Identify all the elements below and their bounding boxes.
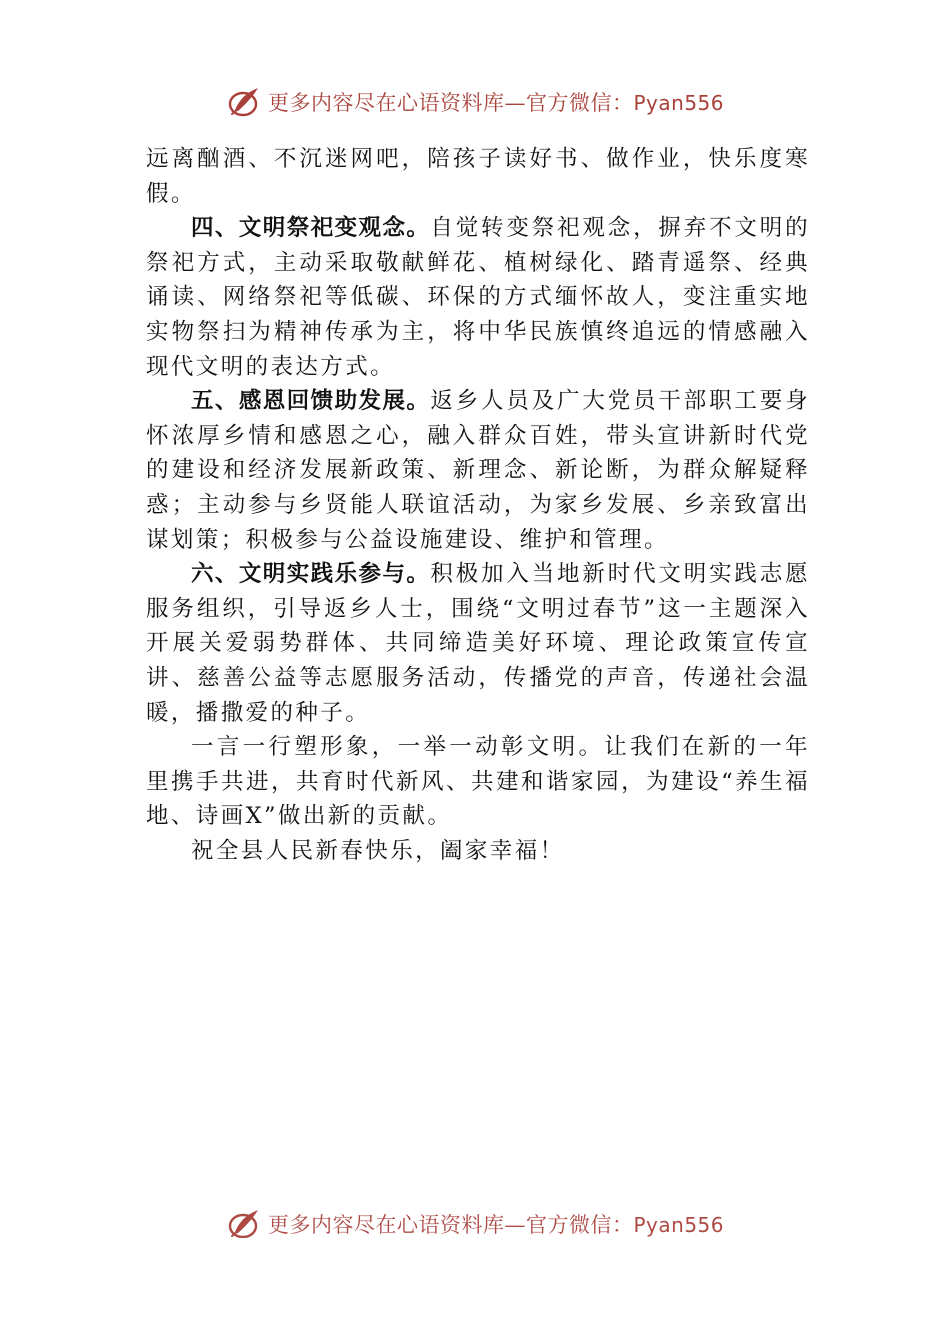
paragraph <box>146 211 810 384</box>
watermark-banner-bottom <box>0 1202 950 1238</box>
watermark-wechat-id: Pyan556 <box>633 91 724 115</box>
paragraph-text: 自觉转变祭祀观念，摒弃不文明的祭祀方式，主动采取敬献鲜花、植树绿化、踏青遥祭、经典诵读、网络祭祀等低碳、环保的方式缅怀故人，变注重实地实物祭扫为精神传承为主，将中华民族慎终追远的情感融入现代文明的表达方式。 <box>146 215 810 380</box>
section-heading: 四、文明祭祀变观念。 <box>191 215 431 242</box>
watermark-wechat-id: Pyan556 <box>633 1213 724 1237</box>
paragraph <box>146 557 810 730</box>
paragraph-text: 积极加入当地新时代文明实践志愿服务组织，引导返乡人士，围绕“文明过春节”这一主题深入开展关爱弱势群体、共同缔造美好环境、理论政策宣传宣讲、慈善公益等志愿服务活动，传播党的声音，传递社会温暖，播撒爱的种子。 <box>146 561 810 726</box>
paragraph <box>146 384 810 557</box>
section-heading: 五、感恩回馈助发展。 <box>191 388 431 415</box>
paragraph-text: 一言一行塑形象，一举一动彰文明。让我们在新的一年里携手共进，共育时代新风、共建和谐家园，为建设“养生福地、诗画X”做出新的贡献。 <box>146 734 810 830</box>
paragraph-text: 返乡人员及广大党员干部职工要身怀浓厚乡情和感恩之心，融入群众百姓，带头宣讲新时代党的建设和经济发展新政策、新理念、新论断，为群众解疑释惑；主动参与乡贤能人联谊活动，为家乡发展、乡亲致富出谋划策；积极参与公益设施建设、维护和管理。 <box>146 388 810 553</box>
watermark-text: 更多内容尽在心语资料库—官方微信： <box>267 1213 634 1237</box>
document-body <box>146 142 810 868</box>
paragraph <box>146 834 810 869</box>
watermark-text: 更多内容尽在心语资料库—官方微信： <box>267 91 634 115</box>
section-heading: 六、文明实践乐参与。 <box>191 561 431 588</box>
quill-seal-icon <box>226 84 262 120</box>
closing-greeting: 祝全县人民新春快乐，阖家幸福！ <box>191 837 565 864</box>
paragraph <box>146 730 810 834</box>
paragraph-text: 远离酗酒、不沉迷网吧，陪孩子读好书、做作业，快乐度寒假。 <box>146 146 810 207</box>
quill-seal-icon <box>226 1206 262 1238</box>
watermark-banner-top <box>0 82 950 122</box>
paragraph <box>146 142 810 211</box>
